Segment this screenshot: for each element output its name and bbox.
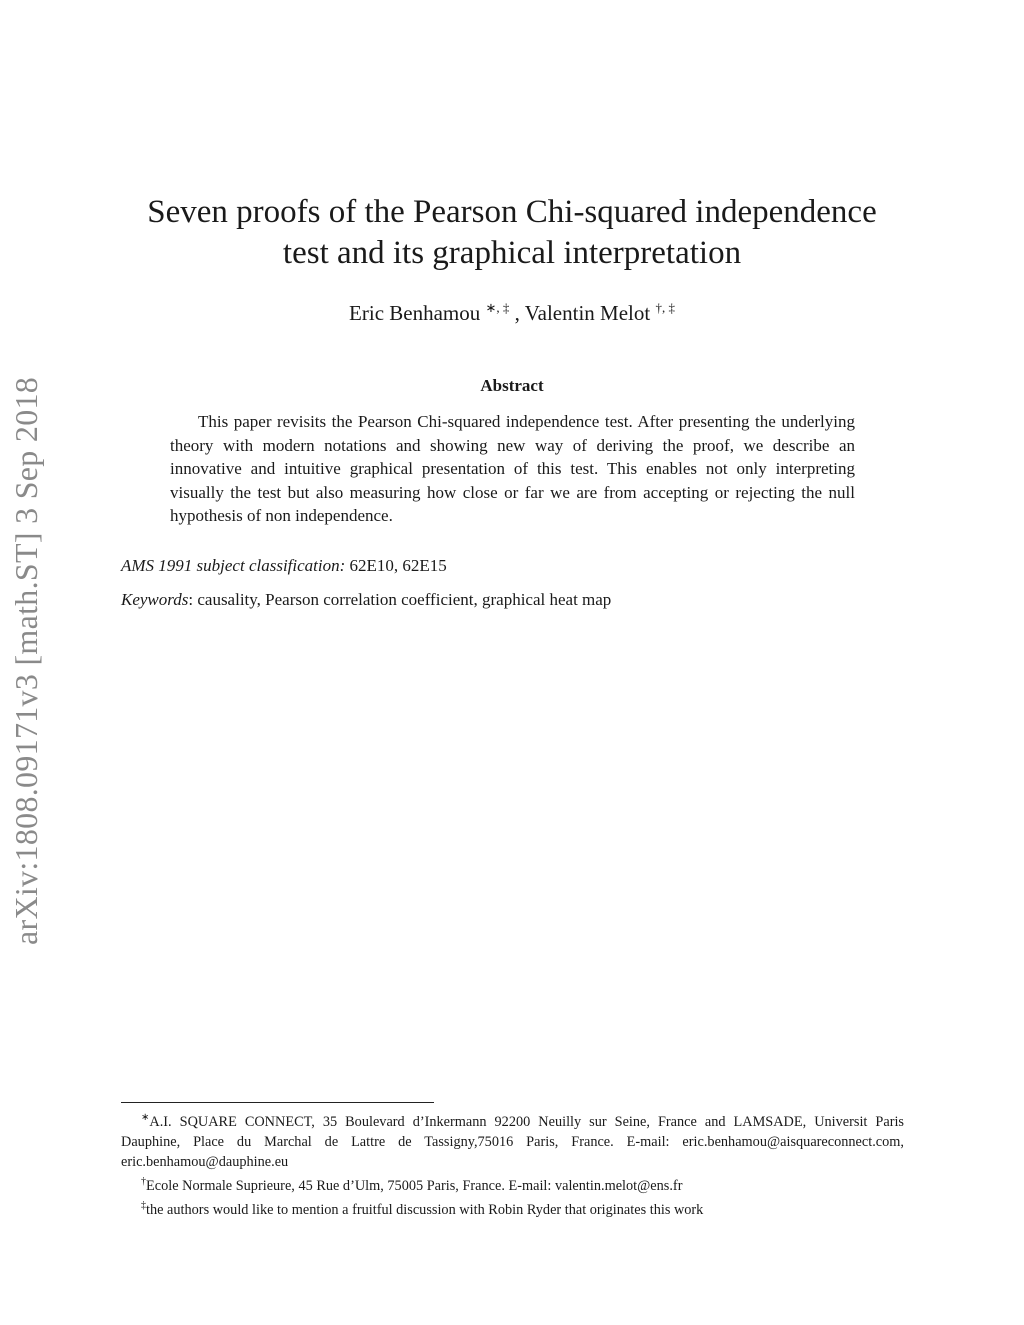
title-line-2: test and its graphical interpretation [282,235,742,271]
abstract-heading: Abstract [480,376,544,395]
subject-classification [121,556,447,576]
footnote-mark: ∗ [141,1112,150,1123]
keywords [121,590,611,610]
footnote-divider [121,1102,434,1103]
keywords-value: : causality, Pearson correlation coefficient, graphical heat map [188,590,612,609]
author-name: Eric Benhamou [349,301,481,325]
footnote-mark: † [141,1175,146,1187]
author-name: Valentin Melot [524,301,651,325]
author-separator: , [514,301,525,325]
footnotes [121,1108,904,1219]
keywords-label: Keywords [121,590,189,609]
author-affiliation-marks: ∗, ‡ [485,300,510,315]
footnote [121,1108,904,1172]
footnote [121,1172,904,1196]
author-list [0,300,1024,326]
abstract-text: This paper revisits the Pearson Chi-squared independence test. After presenting the underlying theory with modern notations and showing new way of deriving the proof, we describe an innovative and intuitive graphical presentation of this test. This enables not only interpreting visually the test but also measuring how close or far we are from accepting or rejecting the null hypothesis of non independence. [170,412,855,525]
classification-value: 62E10, 62E15 [349,556,447,575]
author-affiliation-marks: †, ‡ [655,300,675,315]
classification-label: AMS 1991 subject classification: [121,556,346,575]
paper-title [0,192,1024,274]
footnote-mark: ‡ [141,1199,146,1211]
footnote-text: Ecole Normale Suprieure, 45 Rue d’Ulm, 75005 Paris, France. E-mail: valentin.melot@ens.fr [146,1177,683,1194]
footnote [121,1196,904,1220]
title-line-1: Seven proofs of the Pearson Chi-squared independence [147,194,877,230]
footnote-text: the authors would like to mention a fruitful discussion with Robin Ryder that originates this work [146,1201,704,1218]
footnote-text: A.I. SQUARE CONNECT, 35 Boulevard d’Inkermann 92200 Neuilly sur Seine, France and LAMSADE, Universit Paris Dauphine, Place du Marchal de Lattre de Tassigny,75016 Paris, France. E-mail: eric.benhamou@aisquareconnect.com, eric.benhamou@dauphine.eu [121,1113,904,1170]
arxiv-identifier: arXiv:1808.09171v3 [math.ST] 3 Sep 2018 [8,376,44,945]
